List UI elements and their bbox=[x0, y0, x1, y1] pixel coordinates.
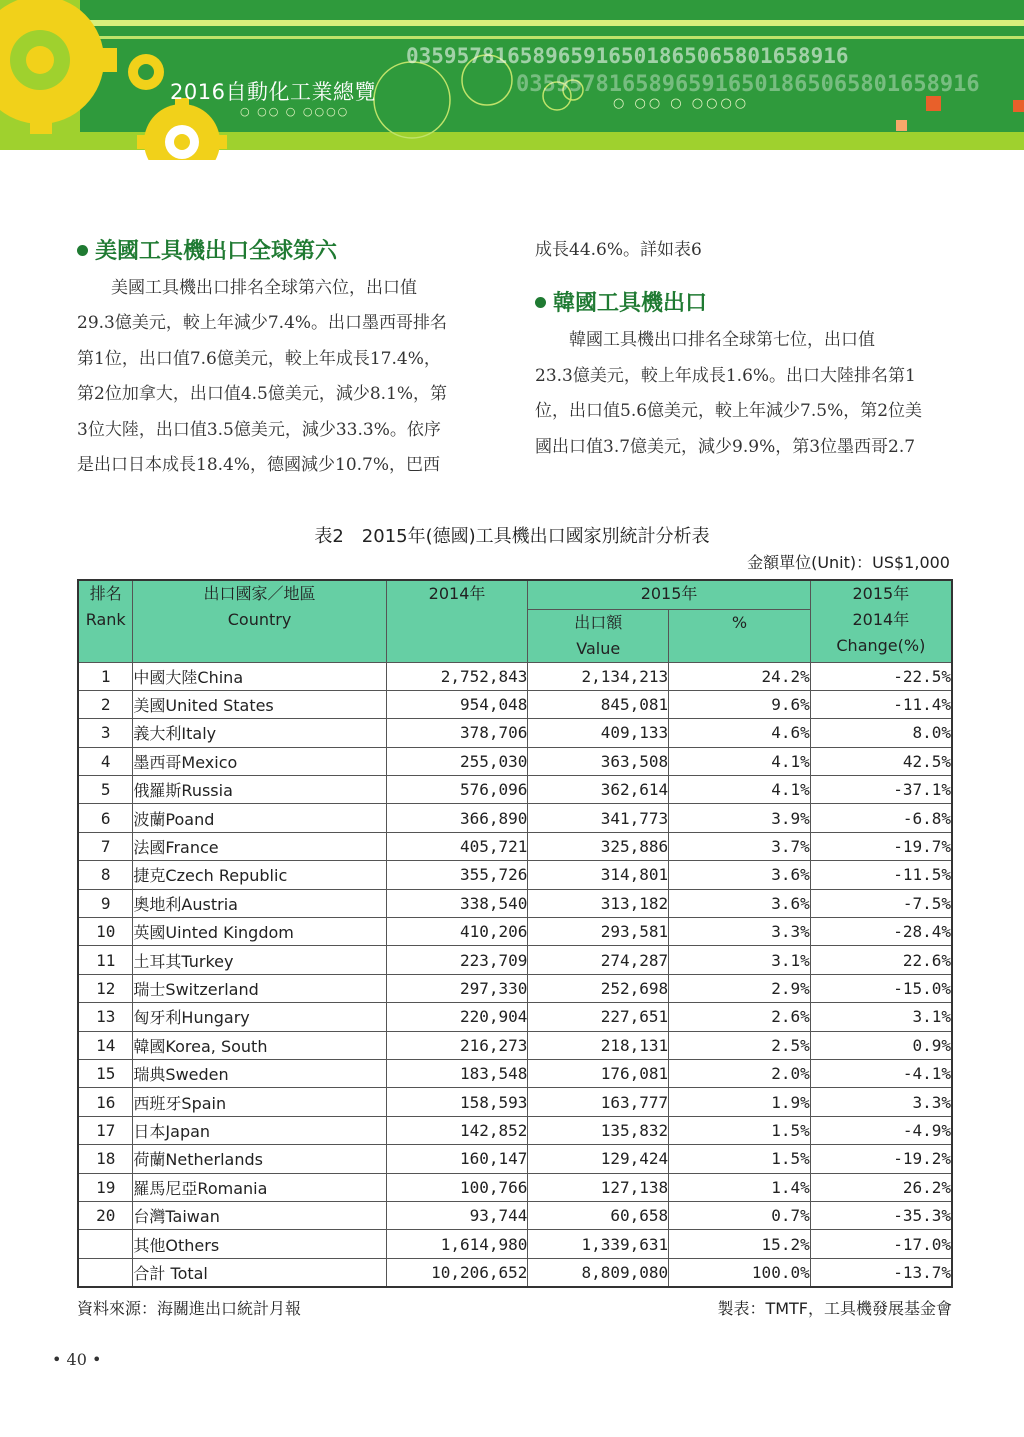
publication-title: 2016自動化工業總覽 bbox=[170, 80, 376, 104]
percent-cell: 1.5% bbox=[669, 1145, 811, 1173]
change-cell: 0.9% bbox=[810, 1031, 952, 1059]
table-row bbox=[78, 1173, 952, 1201]
table-source: 資料來源：海關進出口統計月報 bbox=[77, 1299, 302, 1318]
rank-cell: 11 bbox=[78, 946, 133, 974]
rank-cell: 7 bbox=[78, 832, 133, 860]
table-row bbox=[78, 776, 952, 804]
paragraph-line: 29.3億美元，較上年減少7.4%。出口墨西哥排名 bbox=[77, 313, 448, 334]
value-2014-cell: 142,852 bbox=[386, 1116, 528, 1144]
percent-cell: 1.5% bbox=[669, 1116, 811, 1144]
paragraph-line: 23.3億美元，較上年成長1.6%。出口大陸排名第1 bbox=[535, 365, 916, 386]
country-cell: 法國France bbox=[133, 832, 386, 860]
value-2014-cell: 954,048 bbox=[386, 690, 528, 718]
percent-cell: 24.2% bbox=[669, 662, 811, 690]
paragraph-line: 韓國工具機出口排名全球第七位，出口值 bbox=[535, 330, 875, 351]
change-cell: 42.5% bbox=[810, 747, 952, 775]
value-2014-cell: 220,904 bbox=[386, 1003, 528, 1031]
header-country: 出口國家／地區 Country bbox=[133, 580, 386, 662]
value-2015-cell: 274,287 bbox=[528, 946, 669, 974]
value-2015-cell: 325,886 bbox=[528, 832, 669, 860]
country-cell: 韓國Korea, South bbox=[133, 1031, 386, 1059]
percent-cell: 1.9% bbox=[669, 1088, 811, 1116]
table-row bbox=[78, 1258, 952, 1287]
change-cell: -15.0% bbox=[810, 974, 952, 1002]
change-cell: -19.7% bbox=[810, 832, 952, 860]
value-2014-cell: 10,206,652 bbox=[386, 1258, 528, 1287]
table-row bbox=[78, 1116, 952, 1144]
value-2015-cell: 127,138 bbox=[528, 1173, 669, 1201]
table-row bbox=[78, 804, 952, 832]
change-cell: -11.5% bbox=[810, 861, 952, 889]
percent-cell: 3.6% bbox=[669, 861, 811, 889]
paragraph-line: 是出口日本成長18.4%，德國減少10.7%，巴西 bbox=[77, 455, 441, 476]
rank-cell: 8 bbox=[78, 861, 133, 889]
decorative-dots: ○ ○○ ○ ○○○○ bbox=[240, 105, 350, 118]
country-cell: 波蘭Poand bbox=[133, 804, 386, 832]
rank-cell: 18 bbox=[78, 1145, 133, 1173]
value-2014-cell: 338,540 bbox=[386, 889, 528, 917]
bullet-icon bbox=[535, 297, 546, 308]
percent-cell: 4.1% bbox=[669, 747, 811, 775]
rank-cell bbox=[78, 1258, 133, 1287]
value-2015-cell: 60,658 bbox=[528, 1201, 669, 1229]
table-row bbox=[78, 1031, 952, 1059]
value-2015-cell: 314,801 bbox=[528, 861, 669, 889]
country-cell: 匈牙利Hungary bbox=[133, 1003, 386, 1031]
rank-cell bbox=[78, 1230, 133, 1258]
country-cell: 義大利Italy bbox=[133, 719, 386, 747]
value-2015-cell: 218,131 bbox=[528, 1031, 669, 1059]
change-cell: -7.5% bbox=[810, 889, 952, 917]
country-cell: 日本Japan bbox=[133, 1116, 386, 1144]
table-row bbox=[78, 690, 952, 718]
table-row bbox=[78, 974, 952, 1002]
percent-cell: 3.1% bbox=[669, 946, 811, 974]
change-cell: -4.9% bbox=[810, 1116, 952, 1144]
percent-cell: 0.7% bbox=[669, 1201, 811, 1229]
header-2015: 2015年 bbox=[528, 580, 810, 609]
change-cell: -37.1% bbox=[810, 776, 952, 804]
table-row bbox=[78, 1088, 952, 1116]
paragraph-line: 國出口值3.7億美元，減少9.9%，第3位墨西哥2.7 bbox=[535, 436, 916, 457]
value-2014-cell: 93,744 bbox=[386, 1201, 528, 1229]
paragraph-line: 3位大陸，出口值3.5億美元，減少33.3%。依序 bbox=[77, 419, 441, 440]
value-2014-cell: 2,752,843 bbox=[386, 662, 528, 690]
country-cell: 俄羅斯Russia bbox=[133, 776, 386, 804]
percent-cell: 3.3% bbox=[669, 918, 811, 946]
value-2015-cell: 313,182 bbox=[528, 889, 669, 917]
page-number: • 40 • bbox=[52, 1350, 102, 1369]
value-2014-cell: 366,890 bbox=[386, 804, 528, 832]
rank-cell: 10 bbox=[78, 918, 133, 946]
rank-cell: 2 bbox=[78, 690, 133, 718]
change-cell: 22.6% bbox=[810, 946, 952, 974]
change-cell: 3.1% bbox=[810, 1003, 952, 1031]
value-2015-cell: 252,698 bbox=[528, 974, 669, 1002]
paragraph-line: 第2位加拿大，出口值4.5億美元，減少8.1%，第 bbox=[77, 384, 448, 405]
rank-cell: 15 bbox=[78, 1059, 133, 1087]
header-value: 出口額 Value bbox=[528, 609, 669, 662]
change-cell: -35.3% bbox=[810, 1201, 952, 1229]
rank-cell: 14 bbox=[78, 1031, 133, 1059]
value-2014-cell: 160,147 bbox=[386, 1145, 528, 1173]
rank-cell: 4 bbox=[78, 747, 133, 775]
section-heading-korea: 韓國工具機出口 bbox=[535, 285, 965, 323]
change-cell: -6.8% bbox=[810, 804, 952, 832]
value-2014-cell: 255,030 bbox=[386, 747, 528, 775]
rank-cell: 1 bbox=[78, 662, 133, 690]
table-caption: 表2 2015年(德國)工具機出口國家別統計分析表 bbox=[314, 526, 710, 547]
value-2015-cell: 176,081 bbox=[528, 1059, 669, 1087]
value-2015-cell: 293,581 bbox=[528, 918, 669, 946]
country-cell: 荷蘭Netherlands bbox=[133, 1145, 386, 1173]
table-body bbox=[78, 662, 952, 1287]
header-change: 2015年 2014年 Change(%) bbox=[810, 580, 952, 662]
value-2015-cell: 135,832 bbox=[528, 1116, 669, 1144]
rank-cell: 13 bbox=[78, 1003, 133, 1031]
table-row bbox=[78, 747, 952, 775]
section-heading-us: 美國工具機出口全球第六 bbox=[77, 233, 507, 271]
percent-cell: 100.0% bbox=[669, 1258, 811, 1287]
change-cell: 8.0% bbox=[810, 719, 952, 747]
country-cell: 西班牙Spain bbox=[133, 1088, 386, 1116]
country-cell: 中國大陸China bbox=[133, 662, 386, 690]
country-cell: 美國United States bbox=[133, 690, 386, 718]
percent-cell: 3.9% bbox=[669, 804, 811, 832]
country-cell: 捷克Czech Republic bbox=[133, 861, 386, 889]
decorative-dots-2: ○ ○○ ○ ○○○○ bbox=[613, 96, 750, 111]
decorative-digits: 0359578165896591650186506580165891​6 bbox=[406, 44, 849, 68]
percent-cell: 1.4% bbox=[669, 1173, 811, 1201]
table-row bbox=[78, 946, 952, 974]
header-percent: % bbox=[669, 609, 811, 662]
percent-cell: 2.9% bbox=[669, 974, 811, 1002]
percent-cell: 4.1% bbox=[669, 776, 811, 804]
table-row bbox=[78, 889, 952, 917]
percent-cell: 2.0% bbox=[669, 1059, 811, 1087]
value-2015-cell: 363,508 bbox=[528, 747, 669, 775]
country-cell: 其他Others bbox=[133, 1230, 386, 1258]
table-row bbox=[78, 861, 952, 889]
paragraph-line: 位，出口值5.6億美元，較上年減少7.5%，第2位美 bbox=[535, 401, 923, 422]
value-2014-cell: 378,706 bbox=[386, 719, 528, 747]
percent-cell: 2.5% bbox=[669, 1031, 811, 1059]
percent-cell: 2.6% bbox=[669, 1003, 811, 1031]
percent-cell: 3.7% bbox=[669, 832, 811, 860]
country-cell: 奧地利Austria bbox=[133, 889, 386, 917]
value-2015-cell: 362,614 bbox=[528, 776, 669, 804]
change-cell: -13.7% bbox=[810, 1258, 952, 1287]
paragraph-line: 美國工具機出口排名全球第六位，出口值 bbox=[77, 278, 417, 298]
right-column bbox=[535, 233, 965, 465]
value-2014-cell: 576,096 bbox=[386, 776, 528, 804]
country-cell: 瑞典Sweden bbox=[133, 1059, 386, 1087]
left-column bbox=[77, 233, 507, 483]
value-2015-cell: 227,651 bbox=[528, 1003, 669, 1031]
value-2015-cell: 1,339,631 bbox=[528, 1230, 669, 1258]
value-2014-cell: 297,330 bbox=[386, 974, 528, 1002]
decorative-digits-2: 03595781658965916501865065801658916 bbox=[516, 72, 980, 97]
rank-cell: 16 bbox=[78, 1088, 133, 1116]
value-2015-cell: 845,081 bbox=[528, 690, 669, 718]
value-2014-cell: 158,593 bbox=[386, 1088, 528, 1116]
change-cell: 3.3% bbox=[810, 1088, 952, 1116]
table-row bbox=[78, 1003, 952, 1031]
paragraph-line: 第1位，出口值7.6億美元，較上年成長17.4%， bbox=[77, 348, 441, 369]
change-cell: -22.5% bbox=[810, 662, 952, 690]
value-2014-cell: 100,766 bbox=[386, 1173, 528, 1201]
rank-cell: 9 bbox=[78, 889, 133, 917]
country-cell: 台灣Taiwan bbox=[133, 1201, 386, 1229]
table-row bbox=[78, 1145, 952, 1173]
table-unit: 金額單位(Unit)：US$1,000 bbox=[747, 553, 950, 572]
table-maker: 製表：TMTF，工具機發展基金會 bbox=[717, 1299, 952, 1318]
table-row bbox=[78, 719, 952, 747]
value-2015-cell: 341,773 bbox=[528, 804, 669, 832]
value-2014-cell: 405,721 bbox=[386, 832, 528, 860]
table-row bbox=[78, 1059, 952, 1087]
value-2015-cell: 2,134,213 bbox=[528, 662, 669, 690]
country-cell: 合計 Total bbox=[133, 1258, 386, 1287]
value-2014-cell: 355,726 bbox=[386, 861, 528, 889]
rank-cell: 6 bbox=[78, 804, 133, 832]
percent-cell: 9.6% bbox=[669, 690, 811, 718]
percent-cell: 15.2% bbox=[669, 1230, 811, 1258]
value-2014-cell: 410,206 bbox=[386, 918, 528, 946]
percent-cell: 3.6% bbox=[669, 889, 811, 917]
value-2014-cell: 183,548 bbox=[386, 1059, 528, 1087]
table-row bbox=[78, 832, 952, 860]
country-cell: 墨西哥Mexico bbox=[133, 747, 386, 775]
value-2014-cell: 223,709 bbox=[386, 946, 528, 974]
rank-cell: 5 bbox=[78, 776, 133, 804]
value-2014-cell: 216,273 bbox=[386, 1031, 528, 1059]
table-row bbox=[78, 1201, 952, 1229]
value-2015-cell: 129,424 bbox=[528, 1145, 669, 1173]
country-cell: 瑞士Switzerland bbox=[133, 974, 386, 1002]
paragraph-line: 成長44.6%。詳如表6 bbox=[535, 240, 702, 260]
rank-cell: 3 bbox=[78, 719, 133, 747]
export-statistics-table bbox=[77, 579, 953, 1288]
value-2015-cell: 8,809,080 bbox=[528, 1258, 669, 1287]
country-cell: 土耳其Turkey bbox=[133, 946, 386, 974]
value-2015-cell: 163,777 bbox=[528, 1088, 669, 1116]
rank-cell: 17 bbox=[78, 1116, 133, 1144]
table-row bbox=[78, 918, 952, 946]
percent-cell: 4.6% bbox=[669, 719, 811, 747]
rank-cell: 12 bbox=[78, 974, 133, 1002]
change-cell: -4.1% bbox=[810, 1059, 952, 1087]
rank-cell: 19 bbox=[78, 1173, 133, 1201]
change-cell: -17.0% bbox=[810, 1230, 952, 1258]
table-row bbox=[78, 662, 952, 690]
header-rank: 排名 Rank bbox=[78, 580, 133, 662]
value-2015-cell: 409,133 bbox=[528, 719, 669, 747]
bullet-icon bbox=[77, 245, 88, 256]
change-cell: -11.4% bbox=[810, 690, 952, 718]
header-2014: 2014年 bbox=[386, 580, 528, 662]
change-cell: -19.2% bbox=[810, 1145, 952, 1173]
change-cell: 26.2% bbox=[810, 1173, 952, 1201]
header-banner bbox=[0, 0, 1024, 160]
change-cell: -28.4% bbox=[810, 918, 952, 946]
country-cell: 英國Uinted Kingdom bbox=[133, 918, 386, 946]
table-row bbox=[78, 1230, 952, 1258]
country-cell: 羅馬尼亞Romania bbox=[133, 1173, 386, 1201]
rank-cell: 20 bbox=[78, 1201, 133, 1229]
value-2014-cell: 1,614,980 bbox=[386, 1230, 528, 1258]
